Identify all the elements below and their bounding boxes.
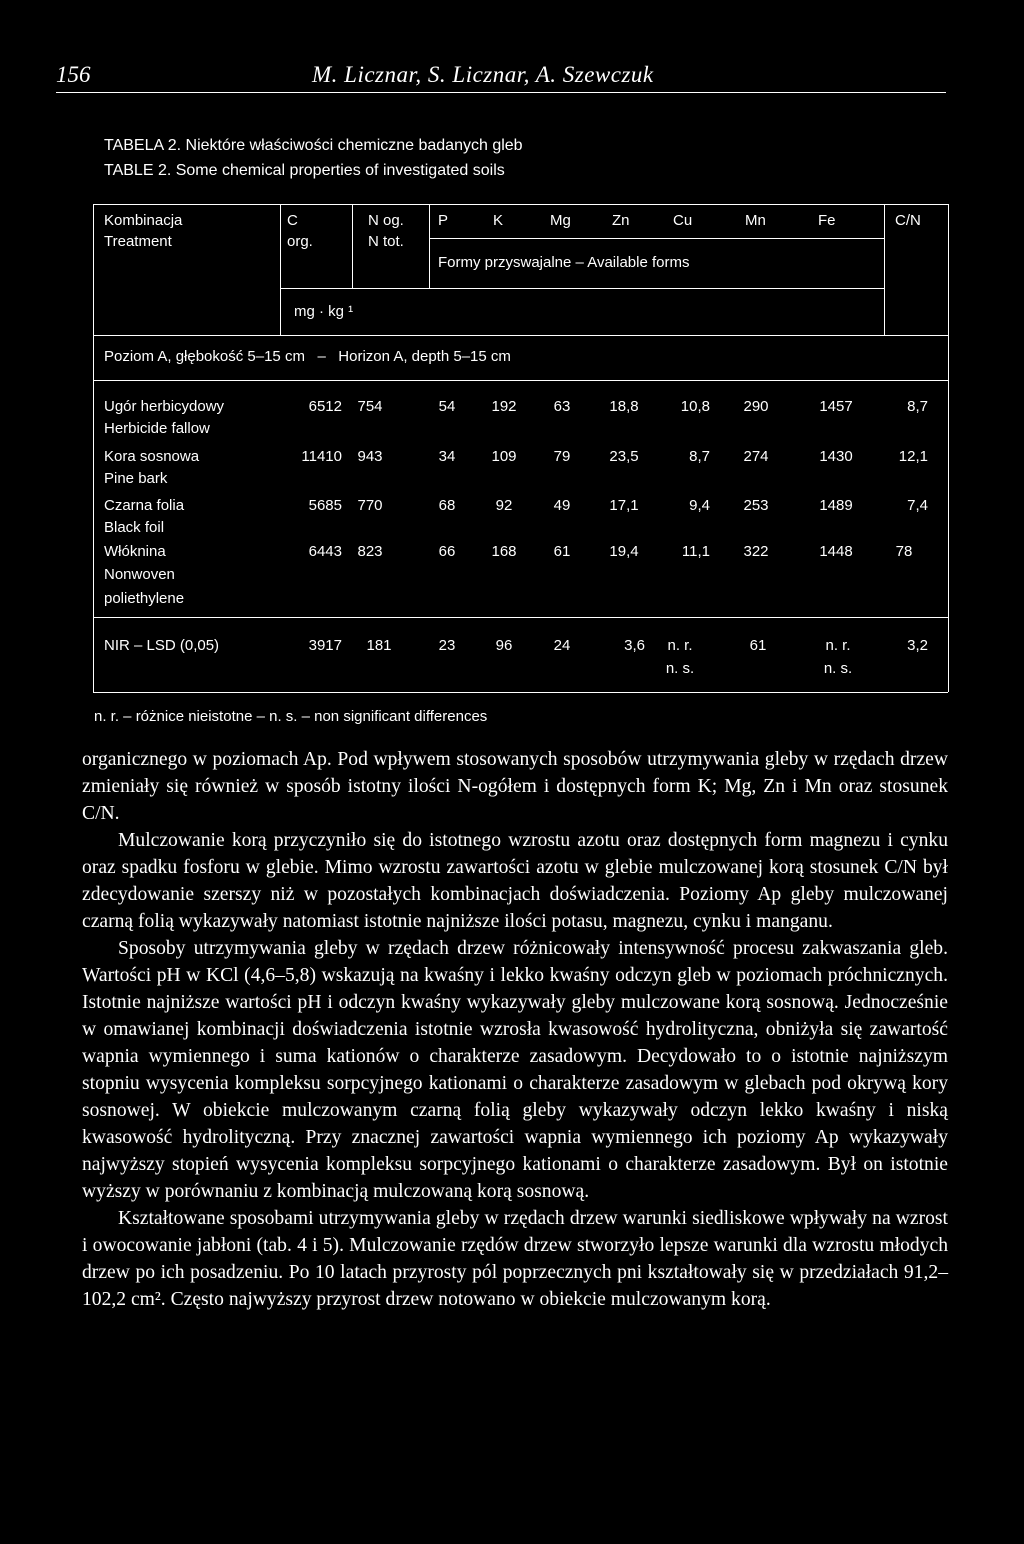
cell-fe: 1430 (819, 448, 853, 465)
cell-p: 54 (438, 398, 456, 415)
cell-cn: 12,1 (898, 448, 928, 465)
row-name-pl: Włóknina (104, 543, 166, 560)
table-border-left (93, 204, 94, 692)
col-header-mn: Mn (745, 212, 766, 229)
col-header-zn: Zn (612, 212, 630, 229)
cell-p: 34 (438, 448, 456, 465)
col-header-c: C (287, 212, 298, 229)
cell-n: 943 (357, 448, 383, 465)
unit-label: mg · kg ¹ (294, 303, 354, 320)
row-name-en: Black foil (104, 519, 165, 536)
row-name-pl: Kora sosnowa (104, 448, 200, 465)
table-border-top (93, 204, 948, 205)
cell-n: 754 (357, 398, 383, 415)
cell-cn: 3,2 (907, 637, 928, 654)
cell-mn: 61 (749, 637, 767, 654)
cell-cu: 9,4 (689, 497, 710, 514)
col-header-k: K (493, 212, 504, 229)
horizon-label: Poziom A, głębokość 5–15 cm – Horizon A, depth 5–15 cm (104, 348, 511, 365)
cell-n: 770 (357, 497, 383, 514)
table-rule (280, 288, 884, 289)
col-header-cn: C/N (895, 212, 921, 229)
cell-cu-2: n. s. (665, 660, 695, 677)
cell-n: 181 (366, 637, 392, 654)
cell-k: 192 (491, 398, 517, 415)
table-border (93, 617, 948, 618)
table-rule (352, 204, 353, 288)
lsd-label: NIR – LSD (0,05) (104, 637, 220, 654)
paragraph: Mulczowanie korą przyczyniło się do istotnego wzrostu azotu oraz dostępnych form magnezu i cynku oraz spadku fosforu w glebie. Mimo wzrostu zawartości azotu w glebie mulczowanej korą stosunek C/N był zdecydowanie szerszy niż w pozostałych kombinacjach doświadczenia. Poziomy Ap gleby mulczowanej czarną folią wykazywały natomiast istotnie najniższe ilości potasu, magnezu, cynku i manganu. (82, 830, 948, 932)
cell-mg: 79 (553, 448, 571, 465)
cell-zn: 19,4 (609, 543, 639, 560)
row-name-en: Herbicide fallow (104, 420, 210, 437)
cell-cn: 78 (895, 543, 913, 560)
col-header-treatment-en: Treatment (104, 233, 172, 250)
table-border (93, 380, 948, 381)
cell-mn: 253 (743, 497, 769, 514)
cell-n: 823 (357, 543, 383, 560)
header-rule (56, 92, 946, 93)
row-name-en: Nonwoven (104, 566, 175, 583)
running-header-authors: M. Licznar, S. Licznar, A. Szewczuk (312, 62, 654, 87)
table-rule (280, 204, 281, 335)
cell-mg: 61 (553, 543, 571, 560)
cell-mg: 24 (553, 637, 571, 654)
row-name-pl: Czarna folia (104, 497, 185, 514)
table-border-right (948, 204, 949, 692)
cell-zn: 18,8 (609, 398, 639, 415)
col-header-p: P (438, 212, 449, 229)
paragraph: organicznego w poziomach Ap. Pod wpływem stosowanych sposobów utrzymywania gleby w rzędach drzew zmieniały się również w sposób istotny ilości N-ogółem i dostępnych form K; Mg, Zn i Mn oraz stosunek C/N. (82, 749, 948, 824)
col-header-treatment-pl: Kombinacja (104, 212, 183, 229)
cell-p: 66 (438, 543, 456, 560)
table-caption-en: TABLE 2. Some chemical properties of investigated soils (104, 162, 505, 179)
table-footnote: n. r. – różnice nieistotne – n. s. – non significant differences (94, 708, 488, 725)
cell-fe: 1457 (819, 398, 853, 415)
table-rule (429, 238, 884, 239)
table-border (93, 335, 948, 336)
table-rule (429, 204, 430, 288)
cell-cn: 8,7 (907, 398, 928, 415)
cell-c: 6512 (308, 398, 342, 415)
table-border-bottom (93, 692, 948, 693)
cell-k: 168 (491, 543, 517, 560)
cell-cu: 10,8 (680, 398, 710, 415)
cell-c: 3917 (308, 637, 342, 654)
cell-cu: 11,1 (681, 543, 710, 560)
cell-zn: 23,5 (609, 448, 639, 465)
cell-cn: 7,4 (907, 497, 928, 514)
cell-c: 11410 (301, 448, 342, 465)
cell-mn: 290 (743, 398, 769, 415)
cell-mg: 49 (553, 497, 571, 514)
col-header-n-tot: N tot. (368, 233, 404, 250)
cell-cu: n. r. (667, 637, 693, 654)
cell-fe: n. r. (825, 637, 851, 654)
col-header-mg: Mg (550, 212, 571, 229)
row-name-en-2: poliethylene (104, 590, 185, 607)
page-number: 156 (56, 62, 91, 87)
cell-k: 109 (491, 448, 517, 465)
col-header-n: N og. (368, 212, 404, 229)
cell-fe-2: n. s. (823, 660, 853, 677)
col-header-fe: Fe (818, 212, 836, 229)
cell-p: 68 (438, 497, 456, 514)
table-rule (884, 204, 885, 335)
cell-k: 96 (495, 637, 513, 654)
cell-c: 5685 (308, 497, 342, 514)
cell-p: 23 (438, 637, 456, 654)
paragraph: Sposoby utrzymywania gleby w rzędach drzew różnicowały intensywność procesu zakwaszania gleb. Wartości pH w KCl (4,6–5,8) wskazują na kwaśny i lekko kwaśny odczyn gleb w poziomach próchnicznych. Istotnie najniższe wartości pH i odczyn kwaśny wykazywały gleby mulczowane korą sosnową. Jednocześnie w omawianej kombinacji doświadczenia istotnie wzrosła kwasowość hydrolityczna, obniżyła się zawartość wapnia wymiennego i suma kationów o charakterze zasadowym. Decydowało to o istotnie najniższym stopniu wysycenia kompleksu sorpcyjnego kationami o charakterze zasadowym w glebach pod okrywą kory sosnowej. W obiekcie mulczowanym czarną folią gleby wykazywały odczyn lekko kwaśny i niską kwasowość hydrolityczną. Przy znacznej zawartości wapnia wymiennego ich poziomy Ap wykazywały najwyższy stopień wysycenia kompleksu sorpcyjnego kationami o charakterze zasadowym. Był on istotnie wyższy w porównaniu z kombinacją mulczowaną korą sosnową. (82, 938, 948, 1202)
paragraph: Kształtowane sposobami utrzymywania gleby w rzędach drzew warunki siedliskowe wpływały na wzrost i owocowanie jabłoni (tab. 4 i 5). Mulczowanie rzędów drzew stworzyło lepsze warunki dla wzrostu młodych drzew po ich posadzeniu. Po 10 latach przyrosty pól poprzecznych pni kształtowały się w przedziałach 91,2–102,2 cm². Często najwyższy przyrost drzew notowano w obiekcie mulczowanym korą. (82, 1208, 948, 1310)
cell-cu: 8,7 (689, 448, 710, 465)
row-name-en: Pine bark (104, 470, 168, 487)
cell-mg: 63 (553, 398, 571, 415)
col-header-cu: Cu (673, 212, 693, 229)
cell-mn: 322 (743, 543, 769, 560)
cell-mn: 274 (743, 448, 769, 465)
cell-zn: 17,1 (609, 497, 639, 514)
cell-k: 92 (495, 497, 513, 514)
cell-fe: 1448 (819, 543, 853, 560)
available-forms-label: Formy przyswajalne – Available forms (438, 254, 690, 271)
body-text (82, 746, 948, 1313)
cell-zn: 3,6 (624, 637, 645, 654)
cell-fe: 1489 (819, 497, 853, 514)
cell-c: 6443 (308, 543, 342, 560)
table-caption-pl: TABELA 2. Niektóre właściwości chemiczne badanych gleb (104, 137, 523, 154)
row-name-pl: Ugór herbicydowy (104, 398, 225, 415)
col-header-c-org: org. (287, 233, 313, 250)
